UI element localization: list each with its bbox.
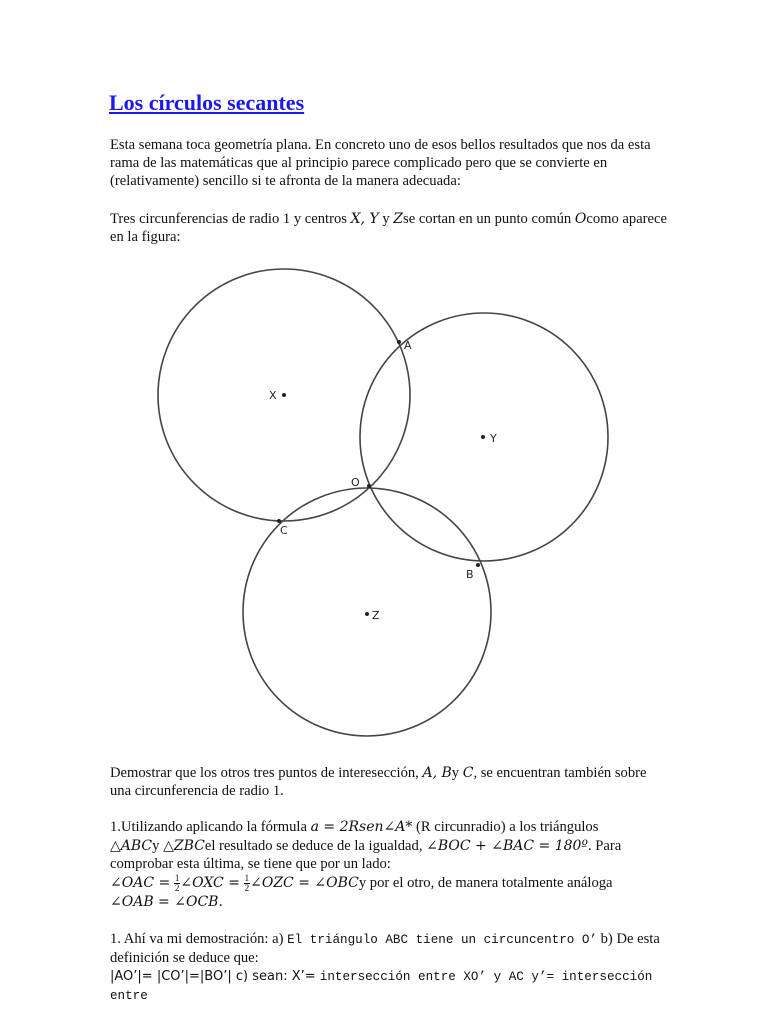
step2-equation: |AO’|= |CO’|=|BO’| <box>110 969 232 984</box>
centers-xy: X, Y <box>350 211 379 227</box>
problem-text-a: Tres circunferencias de radio 1 y centros <box>110 211 351 227</box>
problem-text-c: como aparece en la figura: <box>110 211 667 245</box>
center-x-dot <box>282 393 286 397</box>
triangle-zbc: △ZBC <box>163 837 205 854</box>
step1-y: y <box>152 837 164 854</box>
angle-oac: ∠OAC = <box>110 874 171 891</box>
step2-text-c: c) sean: X’= <box>231 969 320 984</box>
angle-ozc: ∠OZC = ∠OBC <box>250 874 359 891</box>
point-c: C <box>462 765 474 781</box>
step2-text-b: b) De esta definición se deduce que: <box>110 931 660 966</box>
label-a: A <box>404 339 412 352</box>
label-c: C <box>280 524 288 537</box>
center-y-dot <box>481 435 485 439</box>
step1-text-c: el resultado se deduce de la igualdad, <box>204 837 427 854</box>
point-a-dot <box>397 340 401 344</box>
fraction-half-1: $\frac{1}{2}$ <box>174 872 180 893</box>
step2-text-a: 1. Ahí va mi demostración: a) <box>110 931 288 947</box>
step2-paragraph <box>110 930 670 1005</box>
page-title[interactable]: Los círculos secantes <box>109 90 305 115</box>
points-ab: A, B <box>422 765 452 781</box>
demonstrate-text-b: , se encuentran también sobre una circunferencia de radio 1. <box>110 765 647 799</box>
formula-sine: a = 2Rsen∠A* <box>310 819 413 835</box>
label-o: O <box>351 476 360 489</box>
problem-text-b: se cortan en un punto común <box>403 211 575 227</box>
label-x: X <box>269 389 277 402</box>
label-b: B <box>466 568 474 581</box>
intro-paragraph: Esta semana toca geometría plana. En concreto uno de esos bellos resultados que nos da esta rama de las matemáticas que al principio parece complicado pero que se convierte en (relativamente) sencillo si te afronta de la manera adecuada: <box>110 137 651 189</box>
center-z: Z <box>393 211 404 227</box>
problem-text-y: y <box>378 211 394 227</box>
demonstrate-text-y: y <box>451 765 463 781</box>
step2-typed-a: El triángulo ABC tiene un circuncentro O’ <box>287 933 597 947</box>
point-c-dot <box>277 519 281 523</box>
angle-oab: ∠OAB = ∠OCB. <box>110 893 223 910</box>
point-b-dot <box>476 563 480 567</box>
angle-oxc: ∠OXC = <box>180 874 240 891</box>
step1-text-a: 1.Utilizando aplicando la fórmula <box>110 819 311 835</box>
step1-text-d: . Para comprobar esta última, se tiene que por un lado: <box>110 837 622 872</box>
step1-paragraph <box>110 818 670 911</box>
fraction-half-2: $\frac{1}{2}$ <box>244 872 250 893</box>
label-z: Z <box>372 609 380 622</box>
demonstrate-text-a: Demostrar que los otros tres puntos de interesección, <box>110 765 423 781</box>
demonstrate-paragraph <box>110 764 670 800</box>
point-o: O <box>574 211 587 227</box>
step2-typed-b: intersección entre XO’ y AC y’= intersección entre <box>110 970 653 1003</box>
center-z-dot <box>365 612 369 616</box>
angle-equation: ∠BOC + ∠BAC = 180º <box>426 837 588 854</box>
point-o-dot <box>367 484 371 488</box>
label-y: Y <box>490 432 497 445</box>
triangle-abc: △ABC <box>110 837 153 854</box>
step1-text-e: y por el otro, de manera totalmente análoga <box>358 874 613 891</box>
step1-text-b: (R circunradio) a los triángulos <box>412 819 599 835</box>
